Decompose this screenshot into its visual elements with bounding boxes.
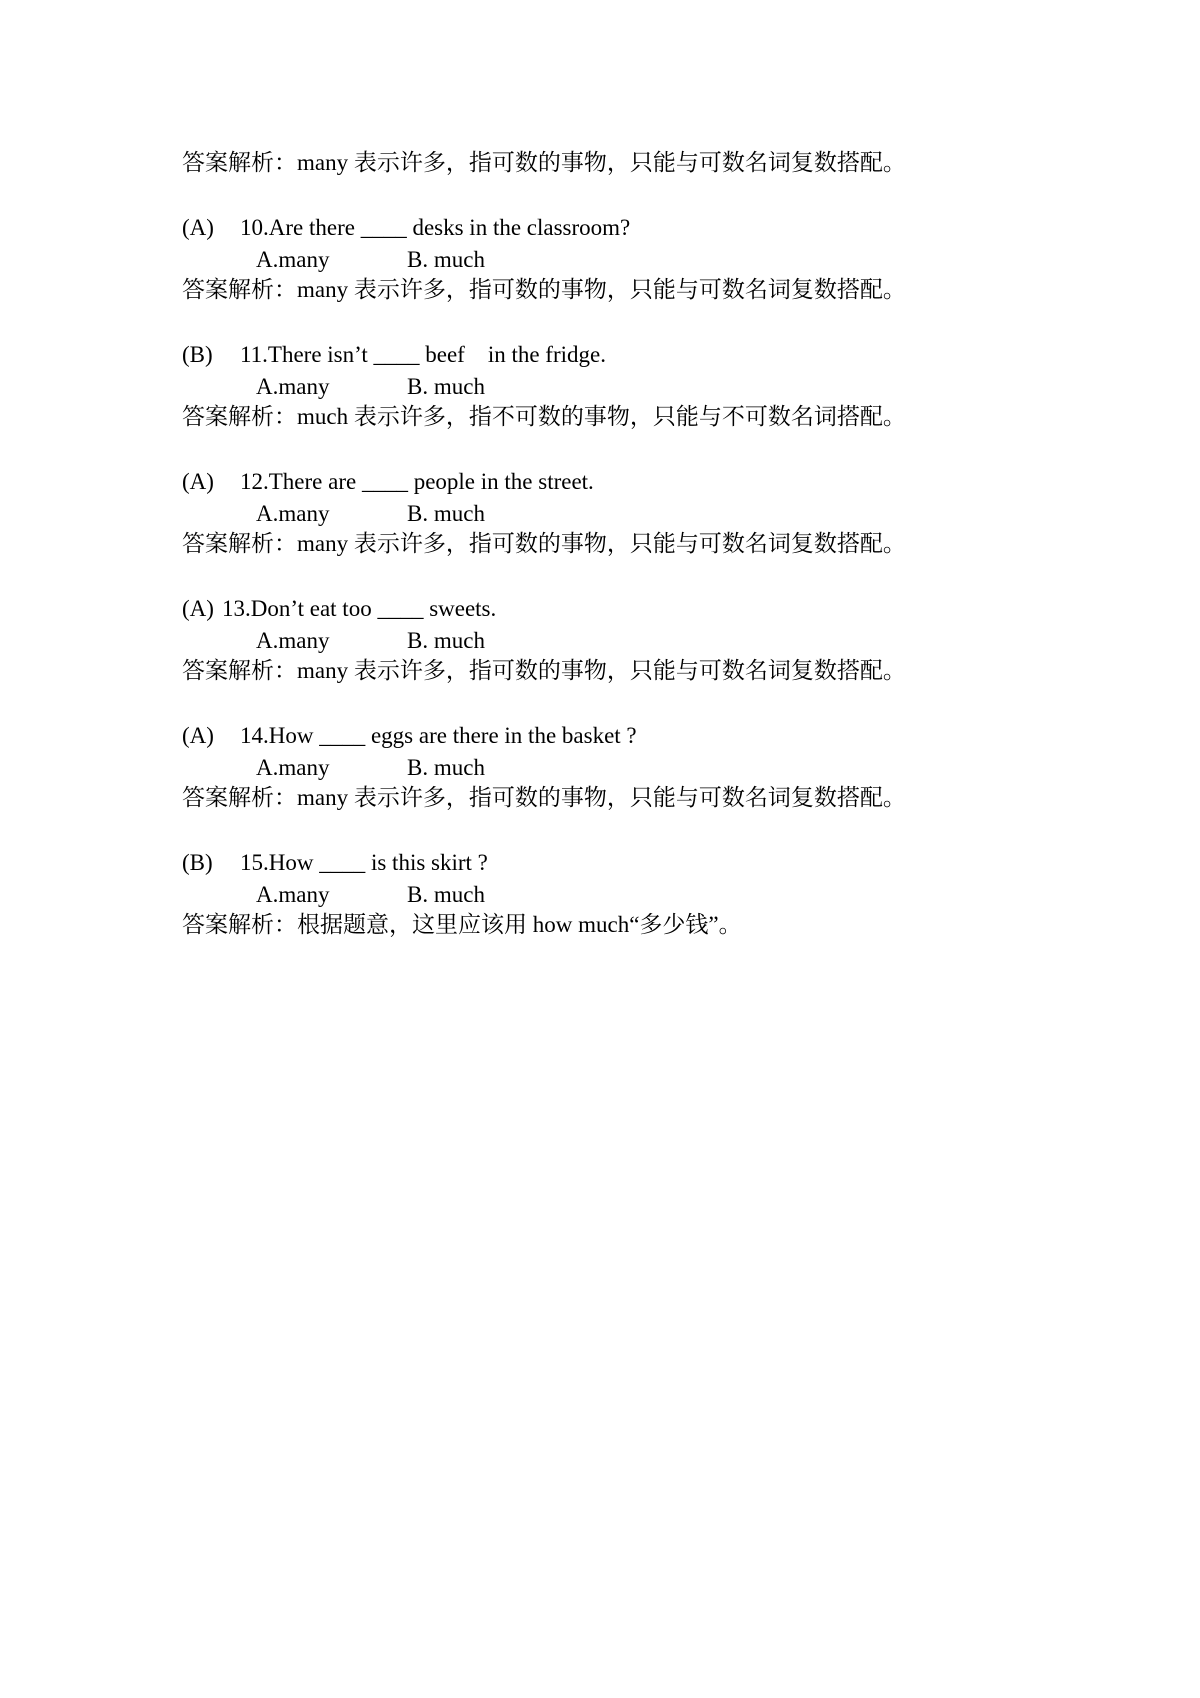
question-answer-label: (B) [182, 342, 213, 367]
question-text: 10.Are there ____ desks in the classroom? [240, 215, 631, 240]
answer-explanation: 答案解析：many 表示许多，指可数的事物，只能与可数名词复数搭配。 [182, 785, 906, 810]
answer-explanation: 答案解析：many 表示许多，指可数的事物，只能与可数名词复数搭配。 [182, 277, 906, 302]
question-answer-label: (B) [182, 850, 213, 875]
question-answer-label: (A) [182, 469, 214, 494]
answer-explanation: 答案解析：much 表示许多，指不可数的事物，只能与不可数名词搭配。 [182, 404, 906, 429]
option-b: B. much [407, 501, 485, 526]
question-answer-label: (A) [182, 596, 214, 621]
intro-explanation: 答案解析：many 表示许多，指可数的事物，只能与可数名词复数搭配。 [182, 150, 906, 175]
question-answer-label: (A) [182, 723, 214, 748]
answer-explanation: 答案解析：根据题意，这里应该用 how much“多少钱”。 [182, 912, 742, 937]
option-a: A.many [256, 755, 330, 780]
question-text: 11.There isn’t ____ beef in the fridge. [240, 342, 606, 367]
option-a: A.many [256, 882, 330, 907]
question-text: 13.Don’t eat too ____ sweets. [222, 596, 497, 621]
option-b: B. much [407, 882, 485, 907]
option-a: A.many [256, 501, 330, 526]
option-a: A.many [256, 247, 330, 272]
option-b: B. much [407, 755, 485, 780]
question-answer-label: (A) [182, 215, 214, 240]
answer-explanation: 答案解析：many 表示许多，指可数的事物，只能与可数名词复数搭配。 [182, 658, 906, 683]
option-b: B. much [407, 628, 485, 653]
option-b: B. much [407, 247, 485, 272]
option-a: A.many [256, 374, 330, 399]
option-b: B. much [407, 374, 485, 399]
question-text: 12.There are ____ people in the street. [240, 469, 594, 494]
option-a: A.many [256, 628, 330, 653]
answer-explanation: 答案解析：many 表示许多，指可数的事物，只能与可数名词复数搭配。 [182, 531, 906, 556]
question-text: 15.How ____ is this skirt ? [240, 850, 488, 875]
question-text: 14.How ____ eggs are there in the basket ? [240, 723, 637, 748]
